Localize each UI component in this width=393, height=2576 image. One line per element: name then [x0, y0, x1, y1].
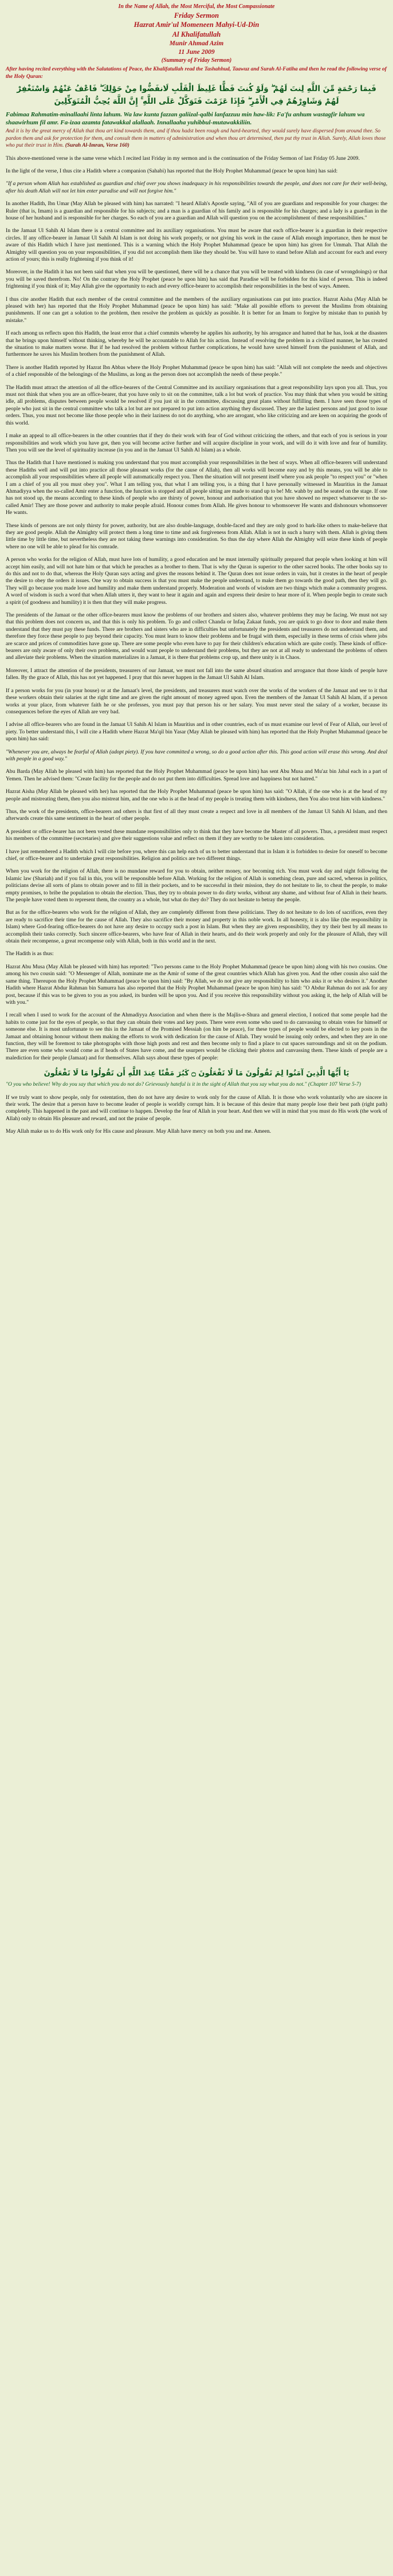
paragraph: A president or office-bearer has not been vested these mundane responsibilities only to think that they have become the Master of all powers. Thus, a president must respect his members of the committee (secretaries) and give their suggestions value and reflect on them if they are worthy to be taken into consideration.	[6, 828, 387, 842]
footer-verse-text: "O you who believe! Why do you say that which you do not do? Grievously hateful is it in the sight of Allah that you say what you do not."	[6, 1082, 307, 1088]
paragraph: If each among us reflects upon this Hadith, the least error that a chief commits whereby he applies his authority, by his arrogance and hatred that he has, look at the disasters that he brings upon himself without thinking, whereby he will be accountable to Allah for his action. Instead of resolving the problem in a civilized manner, he has created the situation to make matters worse. But if he had resolved the problem without further complications, he would have saved himself from the punishment of Allah, and furthermore he saves his Muslim brothers from the punishment of Allah.	[6, 330, 387, 358]
paragraph: Hazrat Aisha (May Allah be pleased with her) has reported that the Holy Prophet Muhammad (peace be upon him) has said: "O Allah, if the one who is at the head of my people and mistreating them, then you also mistreat him, and the one who is at the head of my people is treating them with kindness, then You also treat him with kindness."	[6, 788, 387, 802]
page-title: Friday Sermon	[174, 11, 219, 19]
paragraph: I thus cite another Hadith that each member of the central committee and the members of the auxiliary organisations can put into practice. Hazrat Aisha (May Allah be pleased with her) has reported that the Holy Prophet Muhammad (peace be upon him) has said: "Make all possible efforts to prevent the Muslims from obtaining punishments. If one can get a solution to the problem, then resolve the problem as quickly as possible. It is better for an Imam to forgive by mistake than to punish by mistake."	[6, 296, 387, 324]
bismillah-line: In the Name of Allah, the Most Merciful, the Most Compassionate	[118, 3, 275, 10]
paragraph: In another Hadith, Ibn Umar (May Allah be pleased with him) has narrated: "I heard Allah's Apostle saying, "All of you are guardians and responsible for your charges: the Ruler (that is, Imam) is a guardian and responsible for his subjects; and a man is a guardian of his family and is responsible for his charges; and a lady is a guardian in the house of her husband and is responsible for her charges. So each of you are a guardian and Allah will question you on the accomplishment of these responsibilities."	[6, 201, 387, 221]
verse-translation	[6, 128, 387, 150]
paragraph: I have just remembered a Hadith which I will cite before you, where this can help each of us to better understand that in Islam it is forbidden to desire for oneself to become chief, or office-bearer and to undertake great responsibilities. Religion and politics are two different things.	[6, 848, 387, 862]
paragraph: If we truly want to show people, only for ostentation, then do not have any desire to work only for the cause of Allah. It is those who work voluntarily who are sincere in their work. The desire that a person have to become leader of people is worldly corrupt him. It is because of this desire that many people lose their best path (right path) completely. This happened in the past and will continue to happen. Develop the fear of Allah in your heart. And then we will in mind that you must do His work (the work of Allah) only to obtain His pleasure and reward, and not the praise of people.	[6, 1094, 387, 1122]
paragraph: A person who works for the religion of Allah, must have lots of humility, a good education and he must internally spiritually prepared that people when looking at him will accept him easily, and will not hate him or that which he preaches as a brother to them. That is why the Quran is superior to the other sacred books. The other books say to do this and not to do that, whereas the Holy Quran says acting and gives the reasons behind it. The Quran does not issue orders in vain, but it creates in the heart of people the desire to obey the orders it issues. One way to obtain success is that you must make the people understand, to make them go towards the good path, then they will go. They will go because you made love and humility and make them understand properly. Moderation and words of wisdom are two things which make a community progress. A word of wisdom is such a word that when Allah utters it, they want to hear it again and again and express their desire to hear more of it. When people begin to create such a spirit (of goodness and humility) it is then that they will make progress.	[6, 556, 387, 606]
paragraph: If a person works for you (in your house) or at the Jamaat's level, the presidents, and treasurers must watch over the works of the workers of the Jamaat and see to it that these workers obtain their salaries at the right time and are given the right amount of money agreed upon. Even the members of the Jamaat Ul Sahih Al Islam, if a person works at your place, from whatever faith he or she professes, you must pay that person his or her salary. You must never steal the salary of a worker, because its consequences before the eyes of Allah are very bad.	[6, 687, 387, 715]
paragraph: May Allah make us to do His work only for His cause and pleasure. May Allah have mercy on both you and me. Ameen.	[6, 1128, 272, 1135]
paragraph: Thus the Hadith that I have mentioned is making you understand that you must accomplish your responsibilities in the best of ways. When all office-bearers will understand these Hadiths well and will put into practice all those pleasant works (for the cause of Allah), then all works will become easy and by this means, you will be able to accomplish all your responsibilities where all people will automatically respect you. Then the situation will not present itself where you ask people "to respect you" or "when I am a chief of you all you must obey you". What I am telling you, that what I am telling you, is a thing that I have personally witnessed in Mauritius in the Jamaat Ahmadiyya when the so-called Amir enter a function, the function is stopped and all people sitting are made to stand up to be! Mr. wahb by and be seated on the stage. If one has not stood up, the means according to these kinds of people who are thirsty of power, honour and authorisation that you have showed no respect whatsoever to the so-called Amir! They are those power and authority to make people afraid. Honour comes from Allah. He gives honour to whomsoever He wants and dishonours whomsoever He wants.	[6, 460, 387, 516]
paragraph: The presidents of the Jamaat or the other office-bearers must know the problems of our brothers and sisters also, whatever problems they may be facing. We must not say that this problem does not concern us, and that this is only his problem. To go and collect Chanda or Infaq Zakaat funds, you are quick to go door to door and make them understand that they must pay these funds. There are brothers and sisters who are in difficulties but unfortunately the presidents and treasurers do not understand them, and therefore they force these people to pay beyond their capacity. You must learn to know their problems and be frugal with them, especially in these terms of crisis where jobs are scarce and prices of commodities have gone up. There are some people who even have to pay for their children's education which are quite costly. These kinds of office-bearers are only aware of only their own problems, and would want people to understand their problems, but they are not at all ready to understand the problems of others and alleviate their problems. When the situation materializes in a Jamaat, it is there that problems crop up, and there unity is in Chaos.	[6, 612, 387, 661]
verse-arabic: فَبِمَا رَحْمَةٍ مِّنَ اللَّهِ لِنتَ لَهُمْ ۖ وَلَوْ كُنتَ فَظًّا غَلِيظَ الْقَلْبِ لَانفَضُّوا مِنْ حَوْلِكَ ۖ فَاعْفُ عَنْهُمْ وَاسْتَغْفِرْ لَهُمْ وَشَاوِرْهُمْ فِي الْأَمْرِ ۖ فَإِذَا عَزَمْتَ فَتَوَكَّلْ عَلَى اللَّهِ ۚ إِنَّ اللَّهَ يُحِبُّ الْمُتَوَكِّلِينَ	[17, 84, 376, 106]
paragraph: Moreover, I attract the attention of the presidents, treasurers of our Jamaat, we must not fall into the same absurd situation and arrogance that those kinds of people have fallen. By the grace of Allah, this has not yet happened. I pray that this never happen in the Jamaat Ul Sahih Al Islam.	[6, 667, 387, 681]
verse-reference: (Surah Al-Imran, Verse 160)	[65, 143, 129, 148]
author-name: Munir Ahmad Azim	[169, 40, 224, 47]
footer-verse-translation	[6, 1081, 387, 1089]
hadith-quote: "If a person whom Allah has established as guardian and chief over you shows inadequacy in his responsibilities towards the people, and does not care for their well-being, after his death Allah will not let him enter paradise and will not forgive him."	[6, 180, 387, 194]
paragraph: When you work for the religion of Allah, there is no mundane reward for you to obtain, neither money, nor becoming rich. You must work day and night following the Islamic law (Shariah) and if you fail in this, you will be responsible before Allah. Working for the religion of Allah is something clean, pure and sacred, whereas in politics, politicians devise all sorts of plans to obtain power and to fill in their pockets, and to be successful in their mission, they do not hesitate to lie, to cheat the people, to make empty promises, to bribe the population to obtain the election. Thus, they try to obtain power to do dirty works, without any shame, and without fear of Allah in their hearts. The people have voted them to represent them, the country as a whole, but what do they do? They do not hesitate to betray the people.	[6, 868, 387, 904]
paragraph: There is another Hadith reported by Hazrat Ibn Abbas where the Holy Prophet Muhammad (peace be upon him) has said: "Allah will not complete the needs and objectives of a chief responsible of the belongings of the Muslims, as long as the person does not accomplish the needs of these people."	[6, 364, 387, 378]
paragraph: Thus, the work of the presidents, office-bearers and others is that first of all they must create a respect and love in all members of the Jamaat Ul Sahih Al Islam, and then afterwards create this same sentiment in the heart of other people.	[6, 808, 387, 822]
paragraph: I recall when I used to work for the account of the Ahmadiyya Association and when there is the Majlis-e-Shura and general election, I noticed that some people had the habits to come just for the eyes of people, so that they can obtain their votes and key posts. There were even some who used to do canvassing to obtain votes for himself or someone else. It is most unfortunate to see this in the Jamaat of the Promised Messiah (on him be peace), for these types of people would be elected to key posts in the Jamaat and obtaining honour without them making the efforts to work with dedication for the cause of Allah. They would be issuing only orders, and when they are in one function, they will be foremost to take photographs with those high posts and rest and then become only to find a place to cut spaces surroundings and sit on the podium. There are even some who would come as if heads of States have come, and the usurpers would be clicking their photos and canvassing them. These kinds of people are a malediction for their people (Jamaat) and for themselves. Allah says about these types of people:	[6, 1012, 387, 1061]
paragraph: This above-mentioned verse is the same verse which I recited last Friday in my sermon and is the continuation of the Friday Sermon of last Friday 05 June 2009.	[6, 155, 360, 162]
paragraph: The Hadith is as thus:	[6, 951, 54, 957]
paragraph: I make an appeal to all office-bearers in the other countries that if they do their work with fear of God without criticizing the others, and that each of you is serious in your responsibilities and work which you have got, then you will become active further and will acquire discipline in your work, and will do it with love and fear of humility. Then you will see the level of spirituality increase (in you and in the Jamaat Ul Sahih Al Islam) as a whole.	[6, 433, 387, 453]
verse-transliteration: Fabimaa Rahmatim-minallaahi linta lahum. Wa law kunta fazzan galiizal-qalbi lanfazzuu min haw-lik: Fa'fu anhum wastagfir lahum wa shaawirhum fil amr. Fa-izaa azamta fatawakkal alallaah. Innallaaha yuhibbul-mutawakkiliin.	[6, 111, 365, 126]
verse-translation-text: And it is by the great mercy of Allah that thou art kind towards them, and if thou hadst been rough and hard-hearted, they would surely have dispersed from around thee. So pardon them and ask for protection for them, and consult them in matters of administration and when thou art determined, then put thy trust in Allah. Surely, Allah loves those who put their trust in Him.	[6, 128, 386, 148]
paragraph: The Hadith must attract the attention of all the office-bearers of the Central Committee and its auxiliary organisations that a great responsibility lays upon you all. Thus, you must not think that when you are an office-bearer, that you have only to sit on the committee, talk a lot but work of practice. You may think that when you would be sitting idle, all problems, disputes between people would be resolved if you just sit in the committee, discussing great plans without fulfilling them. I have seen those types of people who just sit in the central committee who talk a lot but are not prepared to put into action anything they discussed. They are the laziest persons and just good to issue orders. Thus, you must not become like those people who in their laziness do not do anything, who are arrogant, who like criticizing and are keen on acquiring the goods of this world.	[6, 384, 387, 426]
paragraph: Moreover, in the Hadith it has not been said that when you will be questioned, there will be a chance that you will be treated with kindness (in case of wrongdoings) or that you will be saved therefrom. No! On the contrary the Holy Prophet (peace be upon him) has said that Paradise will be forbidden for this kind of person. This is indeed frightening if you think of it; May Allah give the opportunity to each and every office-bearer to accomplish their responsibilities in the best of ways. Ameen.	[6, 269, 387, 290]
paragraph: These kinds of persons are not only thirsty for power, authority, but are also double-language, double-faced and they are only good to bark-like others to make-believe that they are good people. Allah the Almighty will protect them a long time to time and ask forgiveness from Allah. Allah is not in such a hurry with them. Allah is giving them little time by little time, but nevertheless they are not taking these warnings into consideration. So thus the day where Allah the Almighty will seize these kinds of people where no one will be able to plead for his comrade.	[6, 522, 387, 550]
footer-verse-reference: (Chapter 107 Verse 5-7)	[308, 1082, 361, 1088]
paragraph: But as for the office-bearers who work for the religion of Allah, they are completely different from these politicians. They do not hesitate to do lots of sacrifices, even they are ready to sacrifice their time for the cause of Allah. They also sacrifice their money and property in this noble work. In all honesty, it is also like (the responsibility in Islam) where God-fearing office-bearers do not have any desire to occupy such a post in Islam. But when they are given responsibility, they try their best by all means to accomplish their tasks correctly. Such sincere office-bearers, who have fear of Allah in their hearts, and do their work properly and only for the pleasure of Allah, they will obtain their recompense, a great recompense only with Allah, both in this world and in the next.	[6, 909, 387, 945]
paragraph: In the Jamaat Ul Sahih Al Islam there is a central committee and its auxiliary organisations. You must be aware that each office-bearer is a guardian in their respective circles. If any office-bearer in Jamaat Ul Sahih Al Islam is not doing his work properly, or not giving his work in the cause of Allah enough importance, then he must be aware of this Hadith which I have just mentioned. This is a warning which the Holy Prophet Muhammad (peace be upon him) has given for Ummah. That Allah the Almighty will question you on your responsibilities, if you did not accomplish them like they should be. You will have to stand before Allah and account for each and every action of yours; this is really frightening if you think of it!	[6, 227, 387, 262]
paragraph: In the light of the verse, I thus cite a Hadith where a companion (Sahabi) has reported that the Holy Prophet Muhammad (peace be upon him) has said:	[6, 167, 338, 174]
paragraph: Hazrat Abu Musa (May Allah be pleased with him) has reported: "Two persons came to the Holy Prophet Muhammad (peace be upon him) along with his two cousins. One among his two cousin said: "O Messenger of Allah, nominate me as the Amir of some of the great countries which Allah has given you. And the other cousin also said the same thing. Thereupon the Holy Prophet Muhammad (peace be upon him) said: "By Allah, we do not give any responsibility to him who asks it or who desires it." Another Hadith where Hazrat Abdur Rahman bin Samurra has also reported that the Holy Prophet Muhammad (peace be upon him) has said: "O Abdur Rahman do not ask for any post, because if this was to be given to you as you asked, its burden will be upon you. And if you receive this responsibility without you asking it, the help of Allah will be with you."	[6, 963, 387, 1006]
speaker-title-2: Al Khalifatullah	[172, 30, 221, 38]
paragraph: Abu Barda (May Allah be pleased with him) has reported that the Holy Prophet Muhammad (peace be upon him) has sent Abu Musa and Mu'az bin Jabal each in a part of Yemen. Then he advised them: "Create facility for the people and do not put them into difficulties. Spread love and happiness but not hatred."	[6, 768, 387, 782]
speaker-title: Hazrat Amir'ul Momeneen Mahyi-Ud-Din	[133, 21, 260, 29]
hadith-quote: "Whenever you are, always be fearful of Allah (adopt piety). If you have committed a wrong, so do a good action after this. This good action will erase this wrong. And deal with people in a good way."	[6, 748, 387, 762]
paragraph: I advise all office-bearers who are found in the Jamaat Ul Sahih Al Islam in Mauritius and in other countries, each of us must examine our level of Fear of Allah, our level of piety. To better understand this, I will cite a Hadith where Hazrat Ma'qil bin Yasar (May Allah be pleased with him) has reported that the Holy Prophet Muhammad (peace be upon him) has said:	[6, 721, 387, 743]
intro-text: After having recited everything with the Salutations of Peace, the Khalifatullah read the Tashahhud, Taawuz and Surah Al-Fatiha and then he read the following verse of the Holy Quran:	[6, 66, 387, 80]
footer-verse-arabic: يَا أَيُّهَا الَّذِينَ آمَنُوا لِمَ تَقُولُونَ مَا لَا تَفْعَلُونَ ۝ كَبُرَ مَقْتًا عِندَ اللَّهِ أَن تَقُولُوا مَا لَا تَفْعَلُونَ	[44, 1069, 349, 1078]
sermon-date-note: (Summary of Friday Sermon)	[161, 57, 232, 64]
sermon-date: 11 June 2009	[178, 49, 215, 56]
